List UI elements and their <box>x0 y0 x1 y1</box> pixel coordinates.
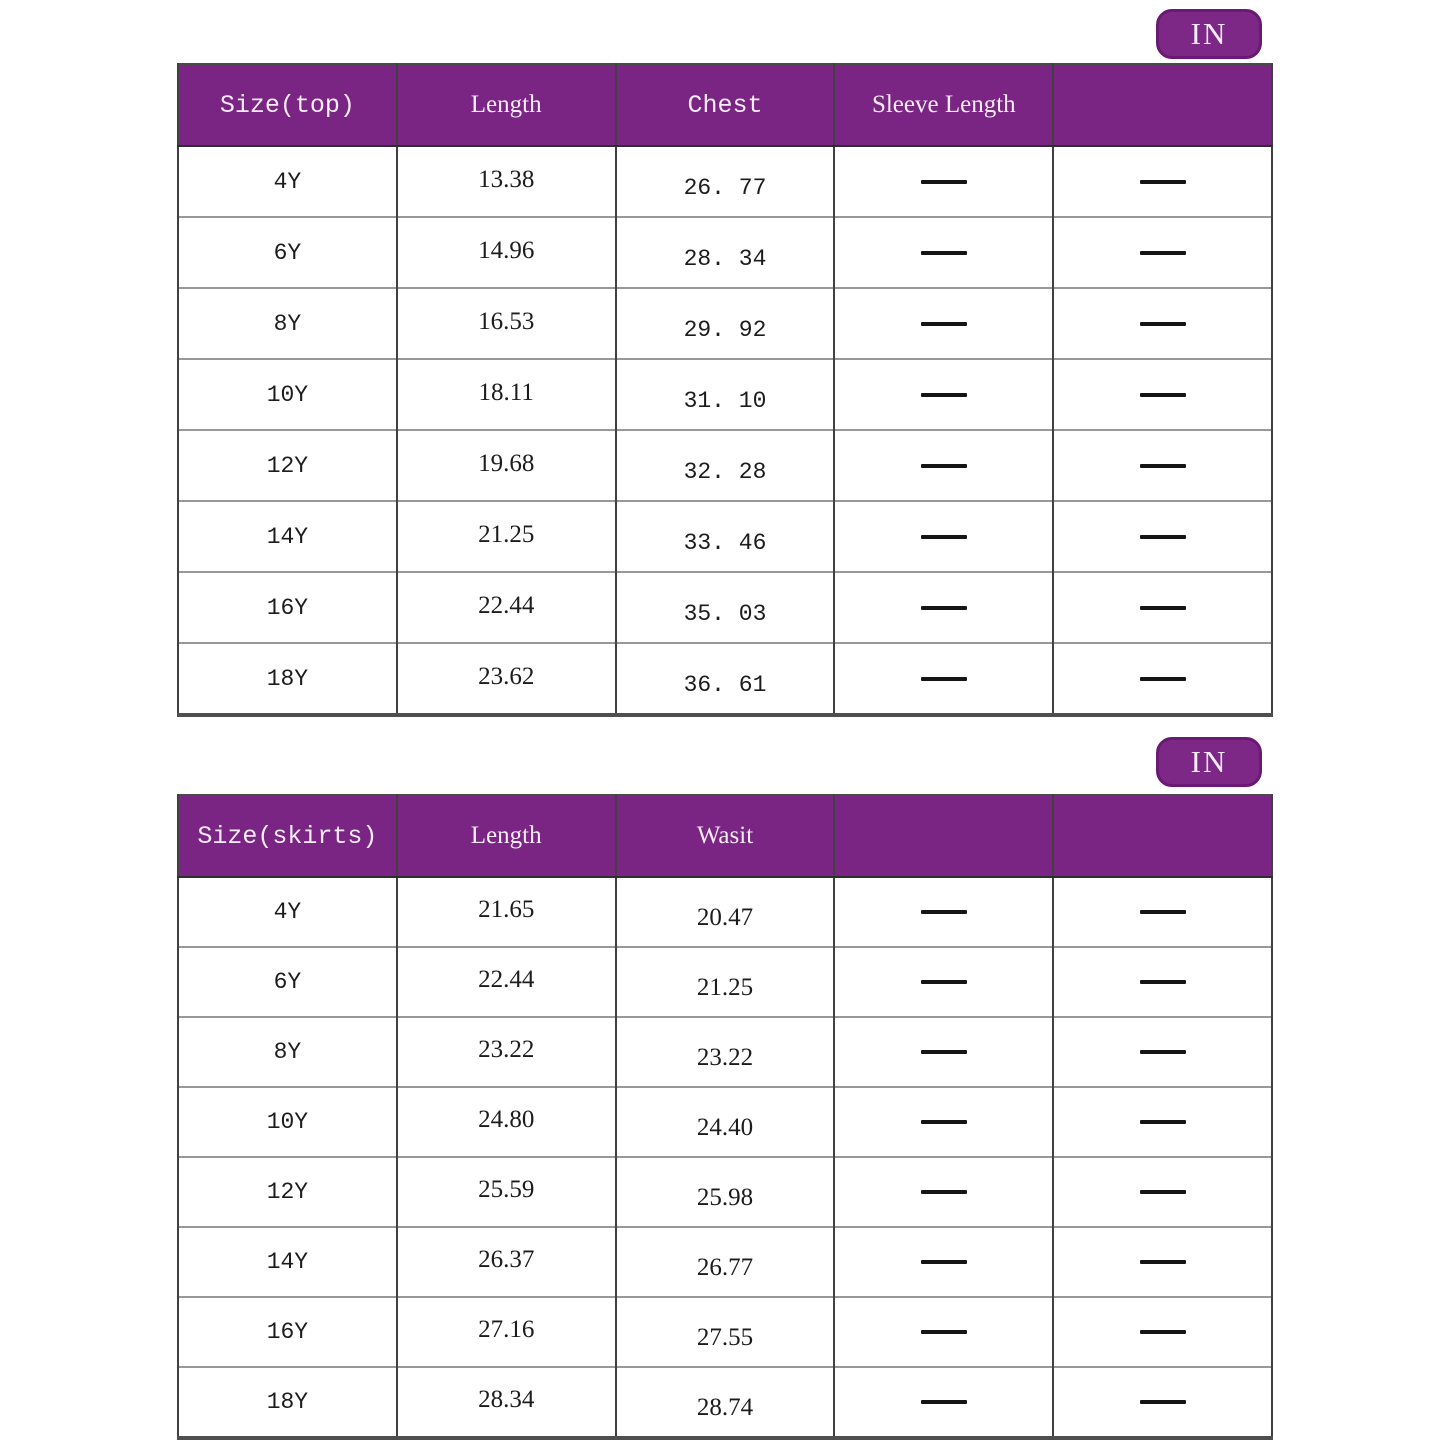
empty-cell <box>1053 1157 1272 1227</box>
header-row <box>178 64 1272 146</box>
table-row <box>178 501 1272 572</box>
length-cell: 18.11 <box>397 359 616 430</box>
length-cell: 24.80 <box>397 1087 616 1157</box>
length-cell: 21.65 <box>397 877 616 947</box>
table-row <box>178 1367 1272 1438</box>
empty-cell <box>1053 1227 1272 1297</box>
table-row <box>178 359 1272 430</box>
size-cell: 8Y <box>178 288 397 359</box>
size-cell: 6Y <box>178 947 397 1017</box>
empty-cell <box>1053 572 1272 643</box>
length-cell: 22.44 <box>397 947 616 1017</box>
column-header-length: Length <box>397 795 616 877</box>
size-cell: 4Y <box>178 877 397 947</box>
empty-cell <box>1053 501 1272 572</box>
table-row <box>178 1017 1272 1087</box>
dash-icon <box>921 251 967 255</box>
dash-icon <box>921 1400 967 1404</box>
chest-cell: 35. 03 <box>616 572 835 643</box>
dash-icon <box>1140 322 1186 326</box>
dash-icon <box>1140 1260 1186 1264</box>
empty-cell <box>1053 1367 1272 1438</box>
length-cell: 26.37 <box>397 1227 616 1297</box>
empty-cell <box>1053 146 1272 217</box>
dash-icon <box>921 393 967 397</box>
unit-badge-label: IN <box>1190 16 1228 51</box>
size-cell: 16Y <box>178 1297 397 1367</box>
chest-cell: 31. 10 <box>616 359 835 430</box>
table-row <box>178 572 1272 643</box>
dash-icon <box>1140 677 1186 681</box>
column-header-chest: Chest <box>616 64 835 146</box>
chest-cell: 32. 28 <box>616 430 835 501</box>
table-row <box>178 1087 1272 1157</box>
empty-cell <box>1053 288 1272 359</box>
dash-icon <box>921 322 967 326</box>
length-cell: 23.22 <box>397 1017 616 1087</box>
size-chart-tops-table <box>177 63 1273 717</box>
length-cell: 14.96 <box>397 217 616 288</box>
dash-icon <box>1140 535 1186 539</box>
size-chart-skirts-table <box>177 794 1273 1440</box>
empty-cell <box>1053 643 1272 715</box>
column-header-size: Size(skirts) <box>178 795 397 877</box>
dash-icon <box>921 1120 967 1124</box>
dash-icon <box>1140 393 1186 397</box>
chest-cell: 33. 46 <box>616 501 835 572</box>
column-header-empty <box>1053 795 1272 877</box>
dash-icon <box>921 464 967 468</box>
waist-cell: 25.98 <box>616 1157 835 1227</box>
size-cell: 4Y <box>178 146 397 217</box>
chest-cell: 26. 77 <box>616 146 835 217</box>
dash-icon <box>1140 464 1186 468</box>
empty-cell <box>1053 947 1272 1017</box>
sleeve-cell <box>834 146 1053 217</box>
length-cell: 25.59 <box>397 1157 616 1227</box>
dash-icon <box>1140 1120 1186 1124</box>
dash-icon <box>1140 1400 1186 1404</box>
table-row <box>178 288 1272 359</box>
length-cell: 28.34 <box>397 1367 616 1438</box>
waist-cell: 21.25 <box>616 947 835 1017</box>
sleeve-cell <box>834 501 1053 572</box>
empty-cell <box>1053 1297 1272 1367</box>
table-row <box>178 643 1272 715</box>
chest-cell: 29. 92 <box>616 288 835 359</box>
sleeve-cell <box>834 217 1053 288</box>
empty-cell <box>1053 1017 1272 1087</box>
table-row <box>178 217 1272 288</box>
dash-icon <box>1140 251 1186 255</box>
size-cell: 16Y <box>178 572 397 643</box>
table-row <box>178 947 1272 1017</box>
waist-cell: 20.47 <box>616 877 835 947</box>
dash-icon <box>921 980 967 984</box>
dash-icon <box>921 606 967 610</box>
length-cell: 19.68 <box>397 430 616 501</box>
empty-cell <box>1053 359 1272 430</box>
empty-cell <box>834 1157 1053 1227</box>
size-cell: 6Y <box>178 217 397 288</box>
size-cell: 8Y <box>178 1017 397 1087</box>
sleeve-cell <box>834 288 1053 359</box>
size-cell: 18Y <box>178 1367 397 1438</box>
unit-badge-inches-top <box>1156 9 1262 59</box>
table-row <box>178 877 1272 947</box>
size-cell: 10Y <box>178 1087 397 1157</box>
unit-badge-inches-bottom <box>1156 737 1262 787</box>
dash-icon <box>921 1260 967 1264</box>
empty-cell <box>834 1087 1053 1157</box>
empty-cell <box>1053 430 1272 501</box>
waist-cell: 27.55 <box>616 1297 835 1367</box>
column-header-length: Length <box>397 64 616 146</box>
size-cell: 14Y <box>178 501 397 572</box>
table-row <box>178 430 1272 501</box>
length-cell: 23.62 <box>397 643 616 715</box>
dash-icon <box>921 1190 967 1194</box>
empty-cell <box>1053 877 1272 947</box>
size-cell: 10Y <box>178 359 397 430</box>
column-header-empty <box>1053 64 1272 146</box>
empty-cell <box>834 1367 1053 1438</box>
empty-cell <box>834 1297 1053 1367</box>
sleeve-cell <box>834 359 1053 430</box>
empty-cell <box>834 1017 1053 1087</box>
dash-icon <box>921 535 967 539</box>
waist-cell: 26.77 <box>616 1227 835 1297</box>
empty-cell <box>834 947 1053 1017</box>
length-cell: 21.25 <box>397 501 616 572</box>
empty-cell <box>1053 217 1272 288</box>
size-cell: 12Y <box>178 430 397 501</box>
dash-icon <box>1140 1330 1186 1334</box>
column-header-waist: Wasit <box>616 795 835 877</box>
table-row <box>178 146 1272 217</box>
size-cell: 14Y <box>178 1227 397 1297</box>
empty-cell <box>834 877 1053 947</box>
waist-cell: 23.22 <box>616 1017 835 1087</box>
dash-icon <box>1140 1050 1186 1054</box>
waist-cell: 24.40 <box>616 1087 835 1157</box>
chest-cell: 36. 61 <box>616 643 835 715</box>
sleeve-cell <box>834 430 1053 501</box>
dash-icon <box>1140 910 1186 914</box>
table-row <box>178 1227 1272 1297</box>
sleeve-cell <box>834 643 1053 715</box>
unit-badge-label: IN <box>1190 744 1228 779</box>
sleeve-cell <box>834 572 1053 643</box>
dash-icon <box>1140 980 1186 984</box>
dash-icon <box>1140 606 1186 610</box>
dash-icon <box>921 910 967 914</box>
length-cell: 16.53 <box>397 288 616 359</box>
dash-icon <box>921 1330 967 1334</box>
size-cell: 12Y <box>178 1157 397 1227</box>
waist-cell: 28.74 <box>616 1367 835 1438</box>
table-row <box>178 1297 1272 1367</box>
column-header-empty <box>834 795 1053 877</box>
dash-icon <box>1140 1190 1186 1194</box>
length-cell: 13.38 <box>397 146 616 217</box>
dash-icon <box>921 1050 967 1054</box>
dash-icon <box>921 677 967 681</box>
empty-cell <box>1053 1087 1272 1157</box>
dash-icon <box>1140 180 1186 184</box>
header-row <box>178 795 1272 877</box>
length-cell: 27.16 <box>397 1297 616 1367</box>
column-header-size: Size(top) <box>178 64 397 146</box>
length-cell: 22.44 <box>397 572 616 643</box>
empty-cell <box>834 1227 1053 1297</box>
table-row <box>178 1157 1272 1227</box>
column-header-sleeve-length: Sleeve Length <box>834 64 1053 146</box>
size-cell: 18Y <box>178 643 397 715</box>
dash-icon <box>921 180 967 184</box>
chest-cell: 28. 34 <box>616 217 835 288</box>
